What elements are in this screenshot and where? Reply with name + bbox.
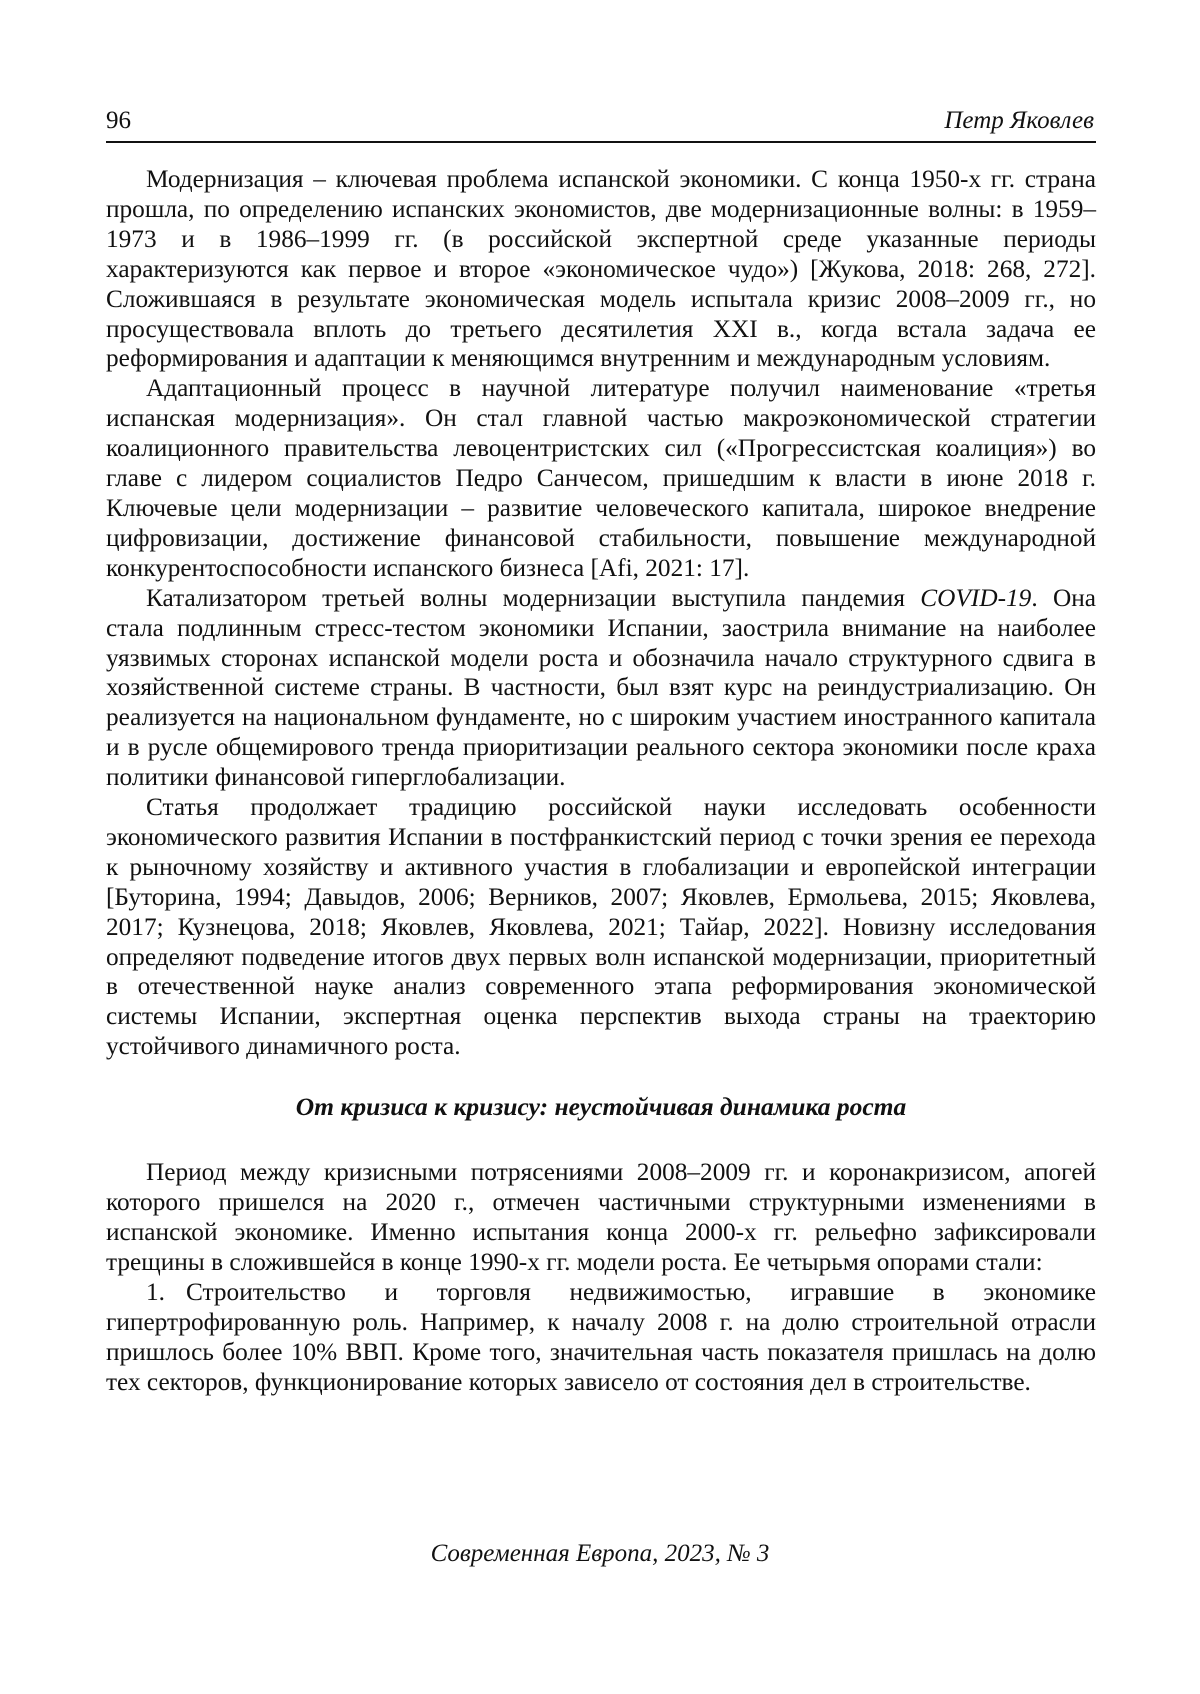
list-item-number: 1.	[146, 1277, 165, 1306]
section-intro-paragraph: Период между кризисными потрясениями 2008–2009 гг. и коронакризисом, апогей которого пришелся на 2020 г., отмечен частичными структурными изменениями в испанской экономике. Именно испытания конца 2000-х гг. рельефно зафиксировали трещины в сложившейся в конце 1990-х гг. модели роста. Ее четырьмя опорами стали:	[106, 1158, 1096, 1276]
running-head-author: Петр Яковлев	[944, 107, 1094, 134]
section-heading: От кризиса к кризису: неустойчивая динамика роста	[295, 1092, 907, 1122]
paragraph-3-end: . Она стала подлинным стресс-тестом экономики Испании, заострила внимание на наиболее уязвимых сторонах испанской модели роста и обозначила начало структурного сдвига в хозяйственной системе страны. В частности, был взят курс на реиндустриализацию. Он реализуется на национальном фундаменте, но с широким участием иностранного капитала и в русле общемирового тренда приоритизации реального сектора экономики после краха политики финансовой гиперглобализации.	[106, 583, 1096, 792]
paragraph-3-start: Катализатором третьей волны модернизации выступила пандемия	[146, 583, 921, 612]
paragraph-3	[106, 584, 1096, 793]
paragraph-2: Адаптационный процесс в научной литературе получил наименование «третья испанская модернизация». Он стал главной частью макроэкономической стратегии коалиционного правительства левоцентристских сил («Прогрессистская коалиция») во главе с лидером социалистов Педро Санчесом, пришедшим к власти в июне 2018 г. Ключевые цели модернизации – развитие человеческого капитала, широкое внедрение цифровизации, достижение финансовой стабильности, повышение международной конкурентоспособности испанского бизнеса [Afi, 2021: 17].	[106, 374, 1096, 582]
page-number: 96	[106, 107, 131, 134]
list-item-text: Строительство и торговля недвижимостью, игравшие в экономике гипертрофированную роль. Например, к началу 2008 г. на долю строительной отрасли пришлось более 10% ВВП. Кроме того, значительная часть показателя пришлась на долю тех секторов, функционирование которых зависело от состояния дел в строительстве.	[106, 1277, 1096, 1396]
list-item	[106, 1278, 1096, 1398]
paragraph-1: Модернизация – ключевая проблема испанской экономики. С конца 1950-х гг. страна прошла, по определению испанских экономистов, две модернизационные волны: в 1959–1973 и в 1986–1999 гг. (в российской экспертной среде указанные периоды характеризуются как первое и второе «экономическое чудо») [Жукова, 2018: 268, 272]. Сложившаяся в результате экономическая модель испытала кризис 2008–2009 гг., но просуществовала вплоть до третьего десятилетия XXI в., когда встала задача ее реформирования и адаптации к меняющимся внутренним и международным условиям.	[106, 165, 1096, 373]
page-header	[106, 107, 1096, 143]
article-body	[106, 165, 1096, 1397]
journal-footer: Современная Европа, 2023, № 3	[430, 1540, 770, 1567]
paragraph-4: Статья продолжает традицию российской науки исследовать особенности экономического развития Испании в постфранкистский период с точки зрения ее перехода к рыночному хозяйству и активного участия в глобализации и европейской интеграции [Буторина, 1994; Давыдов, 2006; Верников, 2007; Яковлев, Ермольева, 2015; Яковлева, 2017; Кузнецова, 2018; Яковлев, Яковлева, 2021; Тайар, 2022]. Новизну исследования определяют подведение итогов двух первых волн испанской модернизации, приоритетный в отечественной науке анализ современного этапа реформирования экономической системы Испании, экспертная оценка перспектив выхода страны на траекторию устойчивого динамичного роста.	[106, 793, 1096, 1061]
covid-term: COVID-19	[920, 583, 1032, 612]
